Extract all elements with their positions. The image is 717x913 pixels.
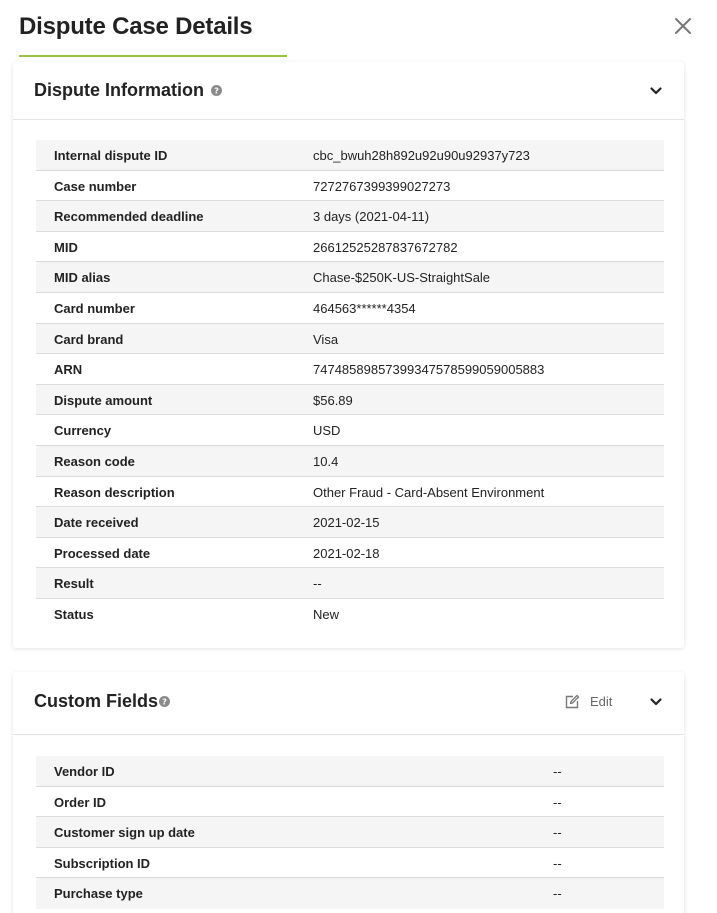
table-row <box>36 848 664 879</box>
row-label: Currency <box>54 423 112 439</box>
dispute-information-panel <box>13 62 684 648</box>
row-label: Reason description <box>54 484 175 500</box>
edit-label: Edit <box>590 694 613 709</box>
row-label: Status <box>54 606 94 622</box>
table-row <box>36 201 664 232</box>
row-value: 74748589857399347578599059005883 <box>313 362 545 378</box>
row-value: Visa <box>313 331 339 347</box>
row-label: Customer sign up date <box>54 825 195 841</box>
row-value: 464563******4354 <box>313 300 416 316</box>
chevron-down-icon[interactable] <box>649 695 663 709</box>
row-label: Date received <box>54 515 139 531</box>
row-label: Subscription ID <box>54 855 151 871</box>
chevron-down-icon[interactable] <box>649 84 663 98</box>
row-label: Reason code <box>54 453 135 469</box>
svg-text:?: ? <box>214 85 219 96</box>
table-row <box>36 171 664 202</box>
row-value: New <box>313 606 340 622</box>
row-value: Chase-$250K-US-StraightSale <box>313 270 491 286</box>
table-row <box>36 446 664 477</box>
edit-button[interactable] <box>564 692 624 712</box>
row-value: USD <box>313 423 341 439</box>
table-row <box>36 262 664 293</box>
dispute-information-header <box>13 62 684 120</box>
help-icon[interactable] <box>159 696 170 707</box>
row-label: Purchase type <box>54 886 143 902</box>
table-row <box>36 817 664 848</box>
table-row <box>36 385 664 416</box>
row-value: -- <box>553 855 562 871</box>
row-value: -- <box>553 825 562 841</box>
row-value: -- <box>313 576 322 592</box>
row-label: MID <box>54 239 78 255</box>
row-label: Card number <box>54 300 135 316</box>
table-row <box>36 140 664 171</box>
row-label: Card brand <box>54 331 124 347</box>
row-value: 26612525287837672782 <box>313 239 458 255</box>
modal-header <box>0 0 717 60</box>
row-value: Other Fraud - Card-Absent Environment <box>313 484 545 500</box>
table-row <box>36 415 664 446</box>
row-value: -- <box>553 794 562 810</box>
table-row <box>36 878 664 909</box>
dispute-information-title: Dispute Information <box>34 80 204 100</box>
row-label: Result <box>54 576 94 592</box>
row-value: -- <box>553 886 562 902</box>
help-icon[interactable] <box>211 85 222 96</box>
custom-fields-table <box>36 756 664 909</box>
table-row <box>36 324 664 355</box>
row-label: Internal dispute ID <box>54 148 168 163</box>
svg-text:?: ? <box>162 696 167 707</box>
row-value: cbc_bwuh28h892u92u90u92937y723 <box>313 148 530 163</box>
row-label: Order ID <box>54 794 107 810</box>
row-value: -- <box>553 764 562 779</box>
dispute-information-table <box>36 140 664 630</box>
row-label: Processed date <box>54 545 151 561</box>
table-row <box>36 232 664 263</box>
custom-fields-header <box>13 672 684 735</box>
edit-icon <box>564 694 580 710</box>
row-label: Dispute amount <box>54 392 153 408</box>
table-row <box>36 787 664 818</box>
table-row <box>36 293 664 324</box>
row-value: 2021-02-15 <box>313 515 380 531</box>
title-underline <box>19 55 287 57</box>
row-label: Case number <box>54 178 137 194</box>
row-value: 7272767399399027273 <box>313 178 451 194</box>
row-label: ARN <box>54 362 83 378</box>
close-button[interactable] <box>671 14 695 38</box>
row-value: 10.4 <box>313 453 339 469</box>
close-icon <box>671 14 695 38</box>
page-title: Dispute Case Details <box>19 13 253 40</box>
row-value: 3 days (2021-04-11) <box>313 209 430 225</box>
row-label: Vendor ID <box>54 764 115 779</box>
row-label: MID alias <box>54 270 111 286</box>
table-row <box>36 354 664 385</box>
row-value: 2021-02-18 <box>313 545 380 561</box>
row-value: $56.89 <box>313 392 353 408</box>
table-row <box>36 538 664 569</box>
table-row <box>36 477 664 508</box>
row-label: Recommended deadline <box>54 209 204 225</box>
table-row <box>36 599 664 630</box>
custom-fields-panel <box>13 672 684 913</box>
table-row <box>36 756 664 787</box>
table-row <box>36 568 664 599</box>
table-row <box>36 507 664 538</box>
custom-fields-title: Custom Fields <box>34 691 159 711</box>
